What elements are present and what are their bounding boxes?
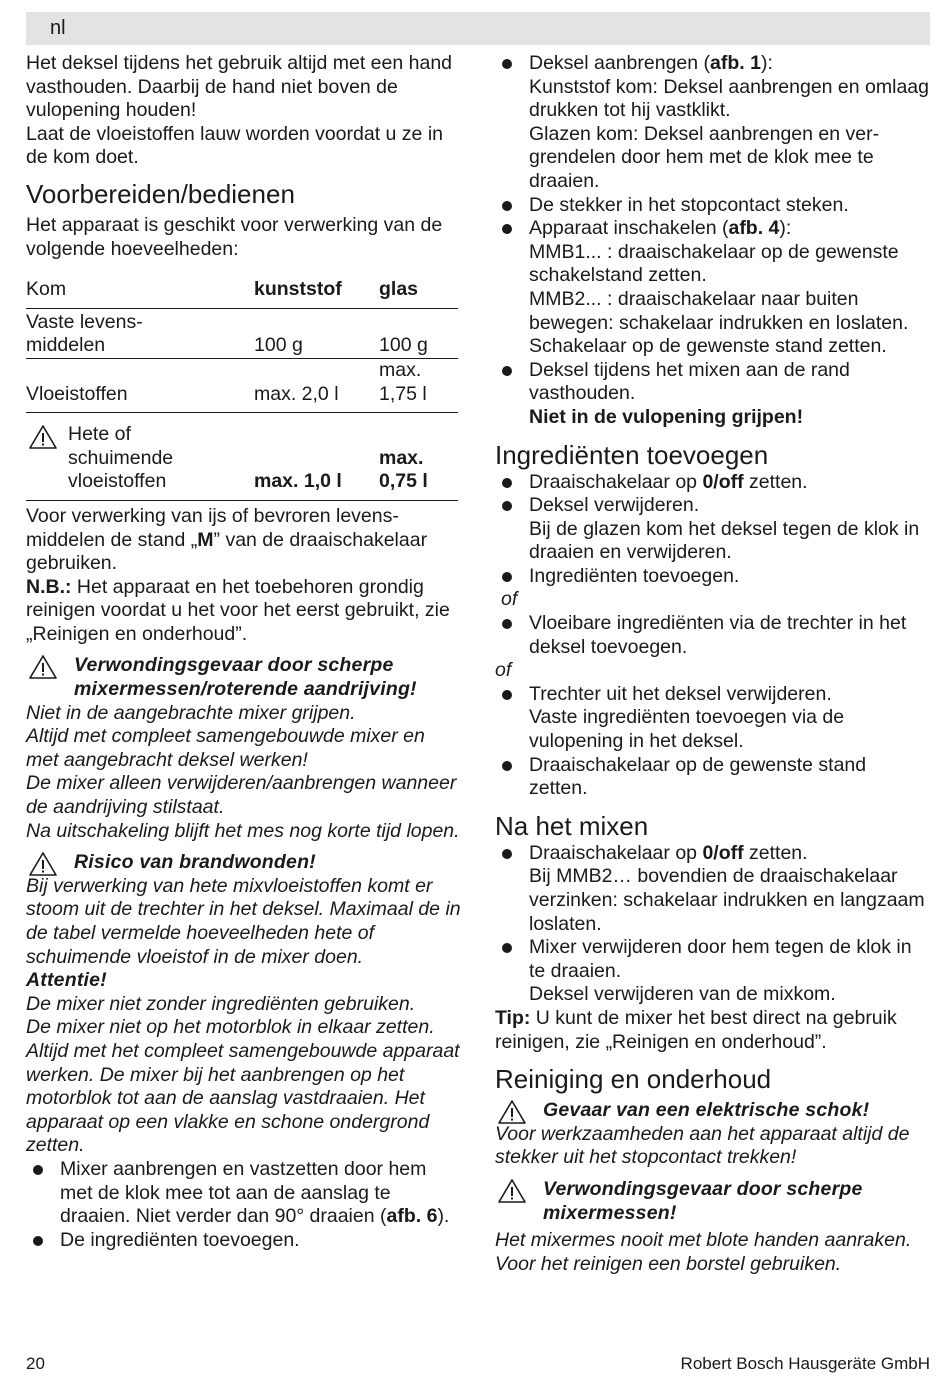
list-item: Mixer verwijderen door hem tegen de klok in te draaien.: [495, 936, 930, 983]
list-item-sub: Vaste ingrediënten toevoegen via de vulopening in het deksel.: [529, 706, 845, 753]
warning-triangle-icon: [28, 654, 58, 680]
right-column: [495, 52, 930, 1276]
heading-cleaning: Reiniging en onderhoud: [495, 1064, 772, 1095]
list-item-sub: Kunststof kom: Deksel aanbrengen en omlaag drukken tot hij vastklikt.: [529, 75, 929, 122]
nb-paragraph: [26, 576, 462, 647]
table-row: [26, 358, 458, 412]
list-item: [495, 842, 930, 866]
table-cell-text: Hete of schuimende vloeistoffen: [68, 423, 174, 493]
page-number: 20: [26, 1354, 45, 1373]
warning-electric: [495, 1099, 930, 1123]
list-item-text: Deksel aanbrengen (: [529, 52, 711, 74]
list-item-text: zetten.: [743, 841, 808, 864]
list-item: [495, 52, 930, 76]
quantity-table: [26, 278, 458, 501]
warning-text: De mixer alleen verwijderen/aanbrengen wanneer de aandrijving stilstaat.: [26, 772, 457, 819]
attention-text: De mixer niet zonder ingrediënten gebruiken.: [26, 992, 416, 1015]
table-cell: 100 g: [254, 308, 379, 358]
list-item-sub: MMB1... : draaischakelaar op de gewenste schakelstand zetten.: [529, 240, 899, 287]
warning-title: Verwondingsgevaar door scherpe mixermessen/roterende aandrijving!: [74, 654, 417, 701]
figure-ref: afb. 6: [386, 1205, 438, 1228]
list-item-text: Draaischakelaar op: [529, 841, 703, 864]
ice-text-end: ” van de draaischakelaar gebruiken.: [26, 528, 428, 575]
list-item: Trechter uit het deksel verwijderen.: [495, 683, 930, 707]
list-item-sub: Bij de glazen kom het deksel tegen de klok in draaien en verwijderen.: [529, 517, 920, 564]
list-item-text: Apparaat inschakelen (: [529, 217, 729, 240]
heading-ingredients: Ingrediënten toevoegen: [495, 439, 769, 470]
list-item: De ingrediënten toevoegen.: [26, 1229, 462, 1253]
list-item: [495, 471, 930, 495]
warning-triangle-icon: [28, 851, 58, 877]
ice-mode-m: M: [197, 528, 214, 551]
switch-position: 0/off: [702, 841, 744, 864]
left-column: [26, 52, 462, 1252]
warning-title: Gevaar van een elektrische schok!: [543, 1099, 870, 1122]
list-item: Vloeibare ingrediënten via de trechter in het deksel toevoegen.: [495, 612, 930, 659]
table-header-cell: kunststof: [254, 278, 379, 308]
warning-text: Na uitschakeling blijft het mes nog korte tijd lopen.: [26, 819, 460, 842]
nb-text: Het apparaat en het toebehoren grondig reinigen voordat u het voor het eerst gebruikt, zie „Reinigen en onderhoud”.: [26, 575, 450, 645]
warning-triangle-icon: [28, 424, 58, 450]
list-item-sub: MMB2... : draaischakelaar naar buiten bewegen: schakelaar indrukken en loslaten. Schakelaar op de gewenste stand zetten.: [529, 287, 909, 358]
list-item-sub: Deksel verwijderen van de mixkom.: [529, 983, 836, 1006]
intro-paragraph-1: Het deksel tijdens het gebruik altijd met een hand vasthouden. Daarbij de hand niet boven de vulopening houden!: [26, 52, 453, 122]
warning-title: Risico van brandwonden!: [74, 851, 316, 874]
ice-paragraph: [26, 505, 462, 576]
language-code: nl: [50, 17, 66, 39]
list-item: Deksel tijdens het mixen aan de rand vasthouden.: [495, 359, 930, 406]
or-separator: of: [501, 588, 518, 611]
warning-cutting: [26, 654, 462, 701]
tip-text: U kunt de mixer het best direct na gebruik reinigen, zie „Reinigen en onderhoud”.: [495, 1006, 897, 1053]
tip-paragraph: [495, 1007, 930, 1054]
list-item: Ingrediënten toevoegen.: [495, 565, 930, 589]
or-separator: of: [495, 659, 512, 682]
switch-position: 0/off: [702, 470, 744, 493]
table-cell: max. 1,0 l: [254, 413, 379, 501]
table-header-cell: Kom: [26, 278, 254, 308]
warning-text: Voor werkzaamheden aan het apparaat altijd de stekker uit het stopcontact trekken!: [495, 1122, 910, 1169]
company-name: Robert Bosch Hausgeräte GmbH: [680, 1354, 930, 1373]
language-bar: [26, 12, 930, 45]
intro-paragraph-2: Laat de vloeistoffen lauw worden voordat u ze in de kom doet.: [26, 122, 443, 169]
figure-ref: afb. 4: [728, 217, 780, 240]
ice-text: Voor verwerking van ijs of bevroren levens-middelen de stand „: [26, 504, 399, 551]
warning-burns: [26, 851, 462, 875]
table-header-row: [26, 278, 458, 308]
heading-prepare: Voorbereiden/bedienen: [26, 178, 295, 209]
table-row: [26, 308, 458, 358]
warning-triangle-icon: [497, 1099, 527, 1125]
warning-text: Het mixermes nooit met blote handen aanraken. Voor het reinigen een borstel gebruiken.: [495, 1229, 912, 1275]
list-item-bold: Niet in de vulopening grijpen!: [529, 405, 804, 428]
table-cell: Vloeistoffen: [26, 358, 254, 412]
list-item-text: ):: [760, 52, 773, 74]
figure-ref: afb. 1: [710, 52, 761, 74]
table-header-cell: glas: [379, 278, 458, 308]
warning-triangle-icon: [497, 1178, 527, 1204]
heading-after-mixing: Na het mixen: [495, 810, 649, 841]
list-item: [26, 1158, 462, 1229]
nb-label: N.B.:: [26, 575, 72, 598]
attention-text: Altijd met het compleet samengebouwde apparaat werken. De mixer bij het aanbrengen op het motorblok tot aan de aanslag vastdraaien. Het apparaat op een vlakke en schone ondergrond zetten.: [26, 1039, 460, 1157]
list-item-sub: Glazen kom: Deksel aanbrengen en ver-grendelen door hem met de klok mee te draaien.: [529, 122, 880, 192]
table-cell: Vaste levens-middelen: [26, 308, 254, 358]
list-item: De stekker in het stopcontact steken.: [495, 194, 930, 218]
warning-blades: [495, 1178, 930, 1225]
tip-label: Tip:: [495, 1006, 531, 1029]
attention-text: De mixer niet op het motorblok in elkaar zetten.: [26, 1016, 435, 1039]
prepare-text: Het apparaat is geschikt voor verwerking van de volgende hoeveelheden:: [26, 213, 443, 260]
warning-title: Verwondingsgevaar door scherpe mixermessen!: [543, 1177, 863, 1224]
table-cell: [26, 413, 254, 501]
hot-liquids-label: [26, 423, 254, 494]
list-item: Deksel verwijderen.: [495, 494, 930, 518]
table-cell: max. 2,0 l: [254, 358, 379, 412]
warning-text: Altijd met compleet samengebouwde mixer en met aangebracht deksel werken!: [26, 725, 425, 771]
warning-text: Niet in de aangebrachte mixer grijpen.: [26, 701, 356, 724]
list-item-text: Mixer aanbrengen en vastzetten door hem met de klok mee tot aan de aanslag te draaien. Niet verder dan 90° draaien (: [60, 1157, 427, 1228]
list-item-text: ):: [779, 217, 792, 240]
table-cell: max. 0,75 l: [379, 413, 458, 501]
attention-title: Attentie!: [26, 969, 107, 992]
warning-text: Bij verwerking van hete mixvloeistoffen komt er stoom uit de trechter in het deksel. Maximaal de in de tabel vermelde hoeveelheden hete of schuimende vloeistof in de mixer doen.: [26, 874, 461, 968]
list-item-sub: Bij MMB2… bovendien de draaischakelaar verzinken: schakelaar indrukken en langzaam loslaten.: [529, 865, 925, 935]
list-item-text: Draaischakelaar op: [529, 470, 703, 493]
table-cell: max. 1,75 l: [379, 358, 458, 412]
table-row: [26, 413, 458, 501]
list-item-text: ).: [437, 1205, 450, 1228]
list-item: [495, 217, 930, 241]
list-item: Draaischakelaar op de gewenste stand zetten.: [495, 754, 930, 801]
list-item-text: zetten.: [743, 470, 808, 493]
table-cell: 100 g: [379, 308, 458, 358]
